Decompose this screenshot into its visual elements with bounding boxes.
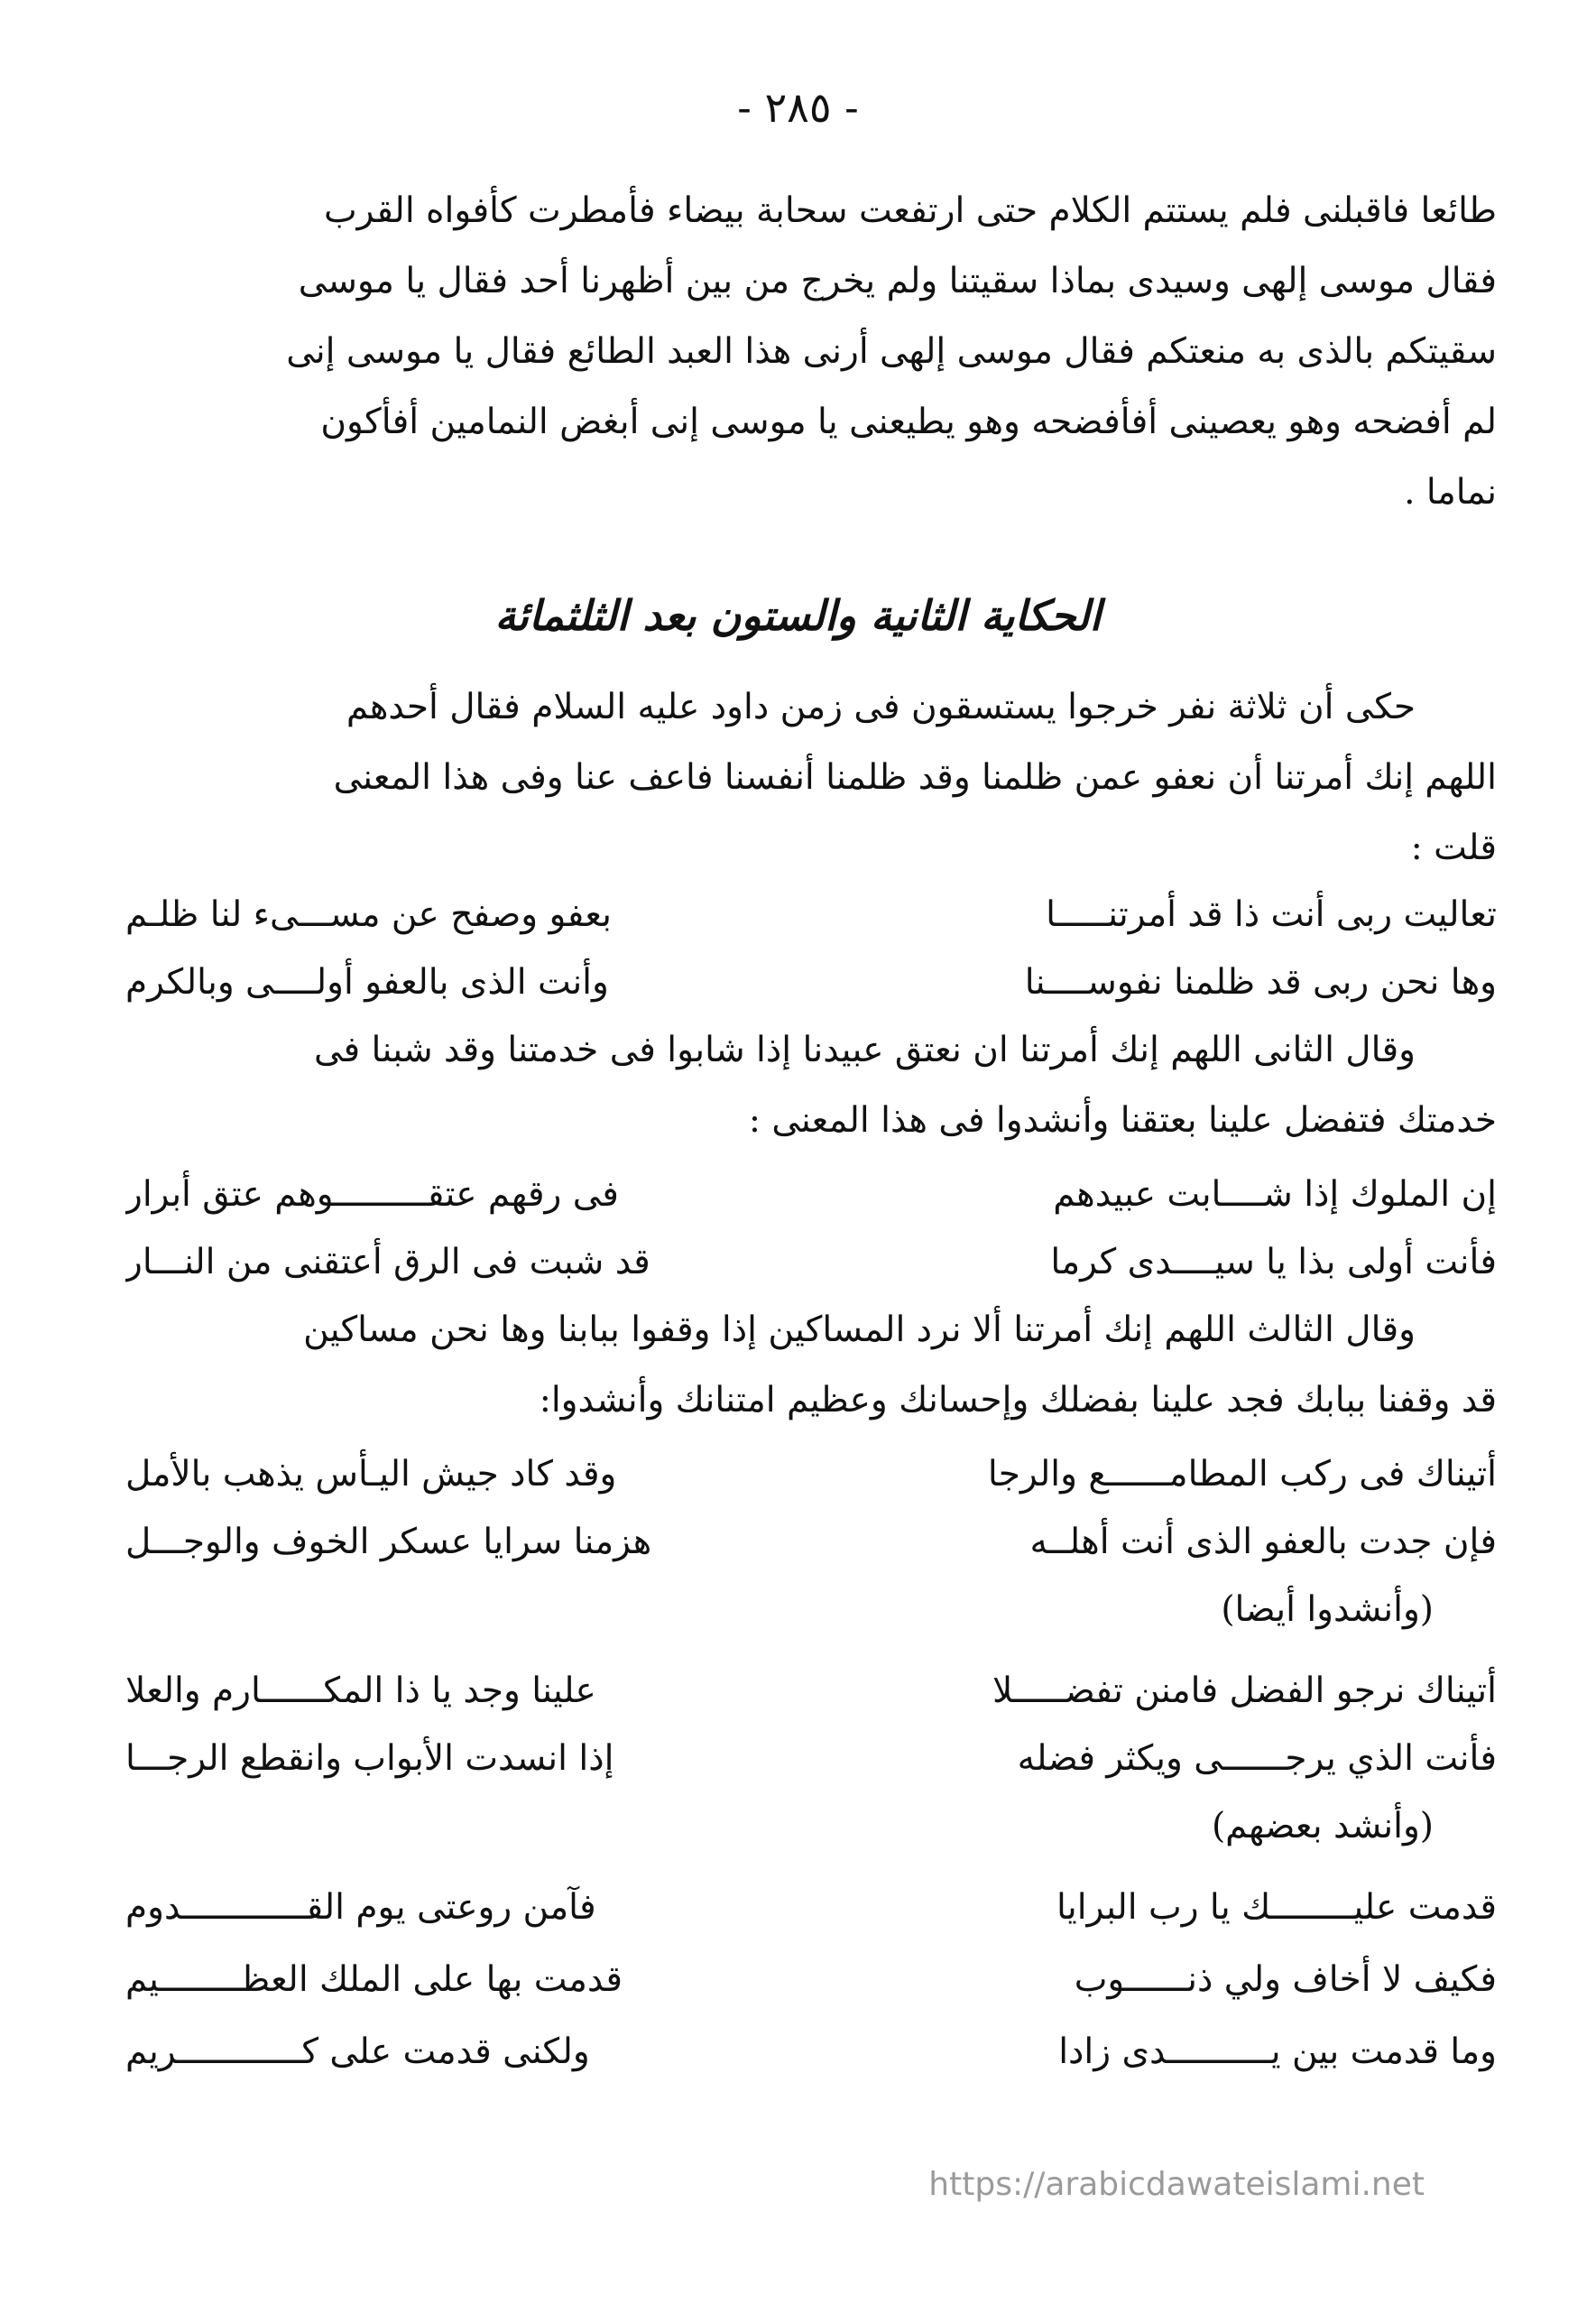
verse-first-hemistich: فإن جدت بالعفو الذى أنت أهلــه [1029,1522,1497,1562]
text-line: حكى أن ثلاثة نفر خرجوا يستسقون فى زمن داود عليه السلام فقال أحدهم [346,687,1416,727]
poem-note: (وأنشد بعضهم) [1211,1806,1434,1846]
verse-second-hemistich: فى رقهم عتقـــــــــوهم عتق أبرار [125,1174,619,1215]
verse-line [125,1656,1497,1726]
story-paragraph [125,672,1497,884]
verse-first-hemistich: فأنت أولى بذا يا سيــــدى كرما [1050,1242,1497,1282]
verse-second-hemistich: قدمت بها على الملك العظــــــــيم [125,1959,623,2000]
verse-second-hemistich: فآمن روعتى يوم القــــــــــــدوم [125,1887,596,1928]
verse-line [125,1873,1497,1943]
third-speaker-paragraph [125,1295,1497,1436]
story-heading: الحكاية الثانية والستون بعد الثلثمائة [494,591,1102,640]
verse-first-hemistich: تعاليت ربى أنت ذا قد أمرتنـــــا [1046,894,1497,935]
intro-paragraph [125,176,1497,528]
verse-first-hemistich: وما قدمت بين يــــــــــدى زادا [1058,2031,1497,2072]
text-line: وقال الثانى اللهم إنك أمرتنا ان نعتق عبيدنا إذا شابوا فى خدمتنا وقد شبنا فى [314,1030,1416,1070]
text-line: خدمتك فتفضل علينا بعتقنا وأنشدوا فى هذا المعنى : [748,1100,1497,1141]
verse-line [125,1160,1497,1230]
verse-line [125,1724,1497,1794]
verse-line [125,2017,1497,2087]
verse-first-hemistich: أتيناك نرجو الفضل فامنن تفضـــــلا [992,1671,1497,1711]
verse-second-hemistich: علينا وجد يا ذا المكــــــارم والعلا [125,1671,596,1711]
second-speaker-paragraph [125,1015,1497,1156]
text-line: طائعا فاقبلنى فلم يستتم الكلام حتى ارتفعت سحابة بيضاء فأمطرت كأفواه القرب [323,190,1497,231]
text-line: لم أفضحه وهو يعصينى أفأفضحه وهو يطيعنى يا موسى إنى أبغض النمامين أفأكون [320,402,1497,442]
verse-first-hemistich: قدمت عليــــــــك يا رب البرايا [1056,1887,1497,1928]
verse-first-hemistich: وها نحن ربى قد ظلمنا نفوســــنا [1024,962,1497,1003]
verse-first-hemistich: فكيف لا أخاف ولي ذنــــــوب [1074,1959,1497,2000]
watermark-url: https://arabicdawateislami.net [928,2166,1425,2203]
text-line: وقال الثالث اللهم إنك أمرتنا ألا نرد المساكين إذا وقفوا ببابنا وها نحن مساكين [303,1310,1416,1350]
verse-second-hemistich: ولكنى قدمت على كــــــــــــريم [125,2031,590,2072]
text-line: سقيتكم بالذى به منعتكم فقال موسى إلهى أرنى هذا العبد الطائع فقال يا موسى إنى [286,331,1497,372]
text-line: قلت : [1410,828,1497,868]
verse-line [125,1227,1497,1298]
verse-second-hemistich: بعفو وصفح عن مســـىء لنا ظلـم [125,894,613,935]
text-line: قد وقفنا ببابك فجد علينا بفضلك وإحسانك وعظيم امتنانك وأنشدوا: [539,1380,1497,1421]
verse-second-hemistich: وقد كاد جيش اليـأس يذهب بالأمل [125,1454,617,1495]
verse-line [125,948,1497,1018]
verse-second-hemistich: وأنت الذى بالعفو أولــــى وبالكرم [125,962,609,1003]
verse-first-hemistich: إن الملوك إذا شــــابت عبيدهم [1053,1174,1497,1215]
page-number: - ٢٨٥ - [737,83,859,132]
verse-second-hemistich: إذا انسدت الأبواب وانقطع الرجـــا [125,1738,614,1779]
verse-second-hemistich: قد شبت فى الرق أعتقنى من النـــار [125,1242,650,1282]
text-line: فقال موسى إلهى وسيدى بماذا سقيتنا ولم يخرج من بين أظهرنا أحد فقال يا موسى [298,261,1497,301]
verse-line [125,1507,1497,1578]
verse-line [125,880,1497,950]
text-line: اللهم إنك أمرتنا أن نعفو عمن ظلمنا وقد ظلمنا أنفسنا فاعف عنا وفى هذا المعنى [333,757,1497,798]
verse-first-hemistich: أتيناك فى ركب المطامــــــع والرجا [987,1454,1497,1495]
verse-second-hemistich: هزمنا سرايا عسكر الخوف والوجـــل [125,1522,652,1562]
verse-line [125,1439,1497,1510]
verse-line [125,1945,1497,2015]
text-line: نماما . [1404,472,1497,513]
poem-note: (وأنشدوا أيضا) [1221,1589,1434,1630]
verse-first-hemistich: فأنت الذي يرجــــــى ويكثر فضله [1017,1738,1497,1779]
